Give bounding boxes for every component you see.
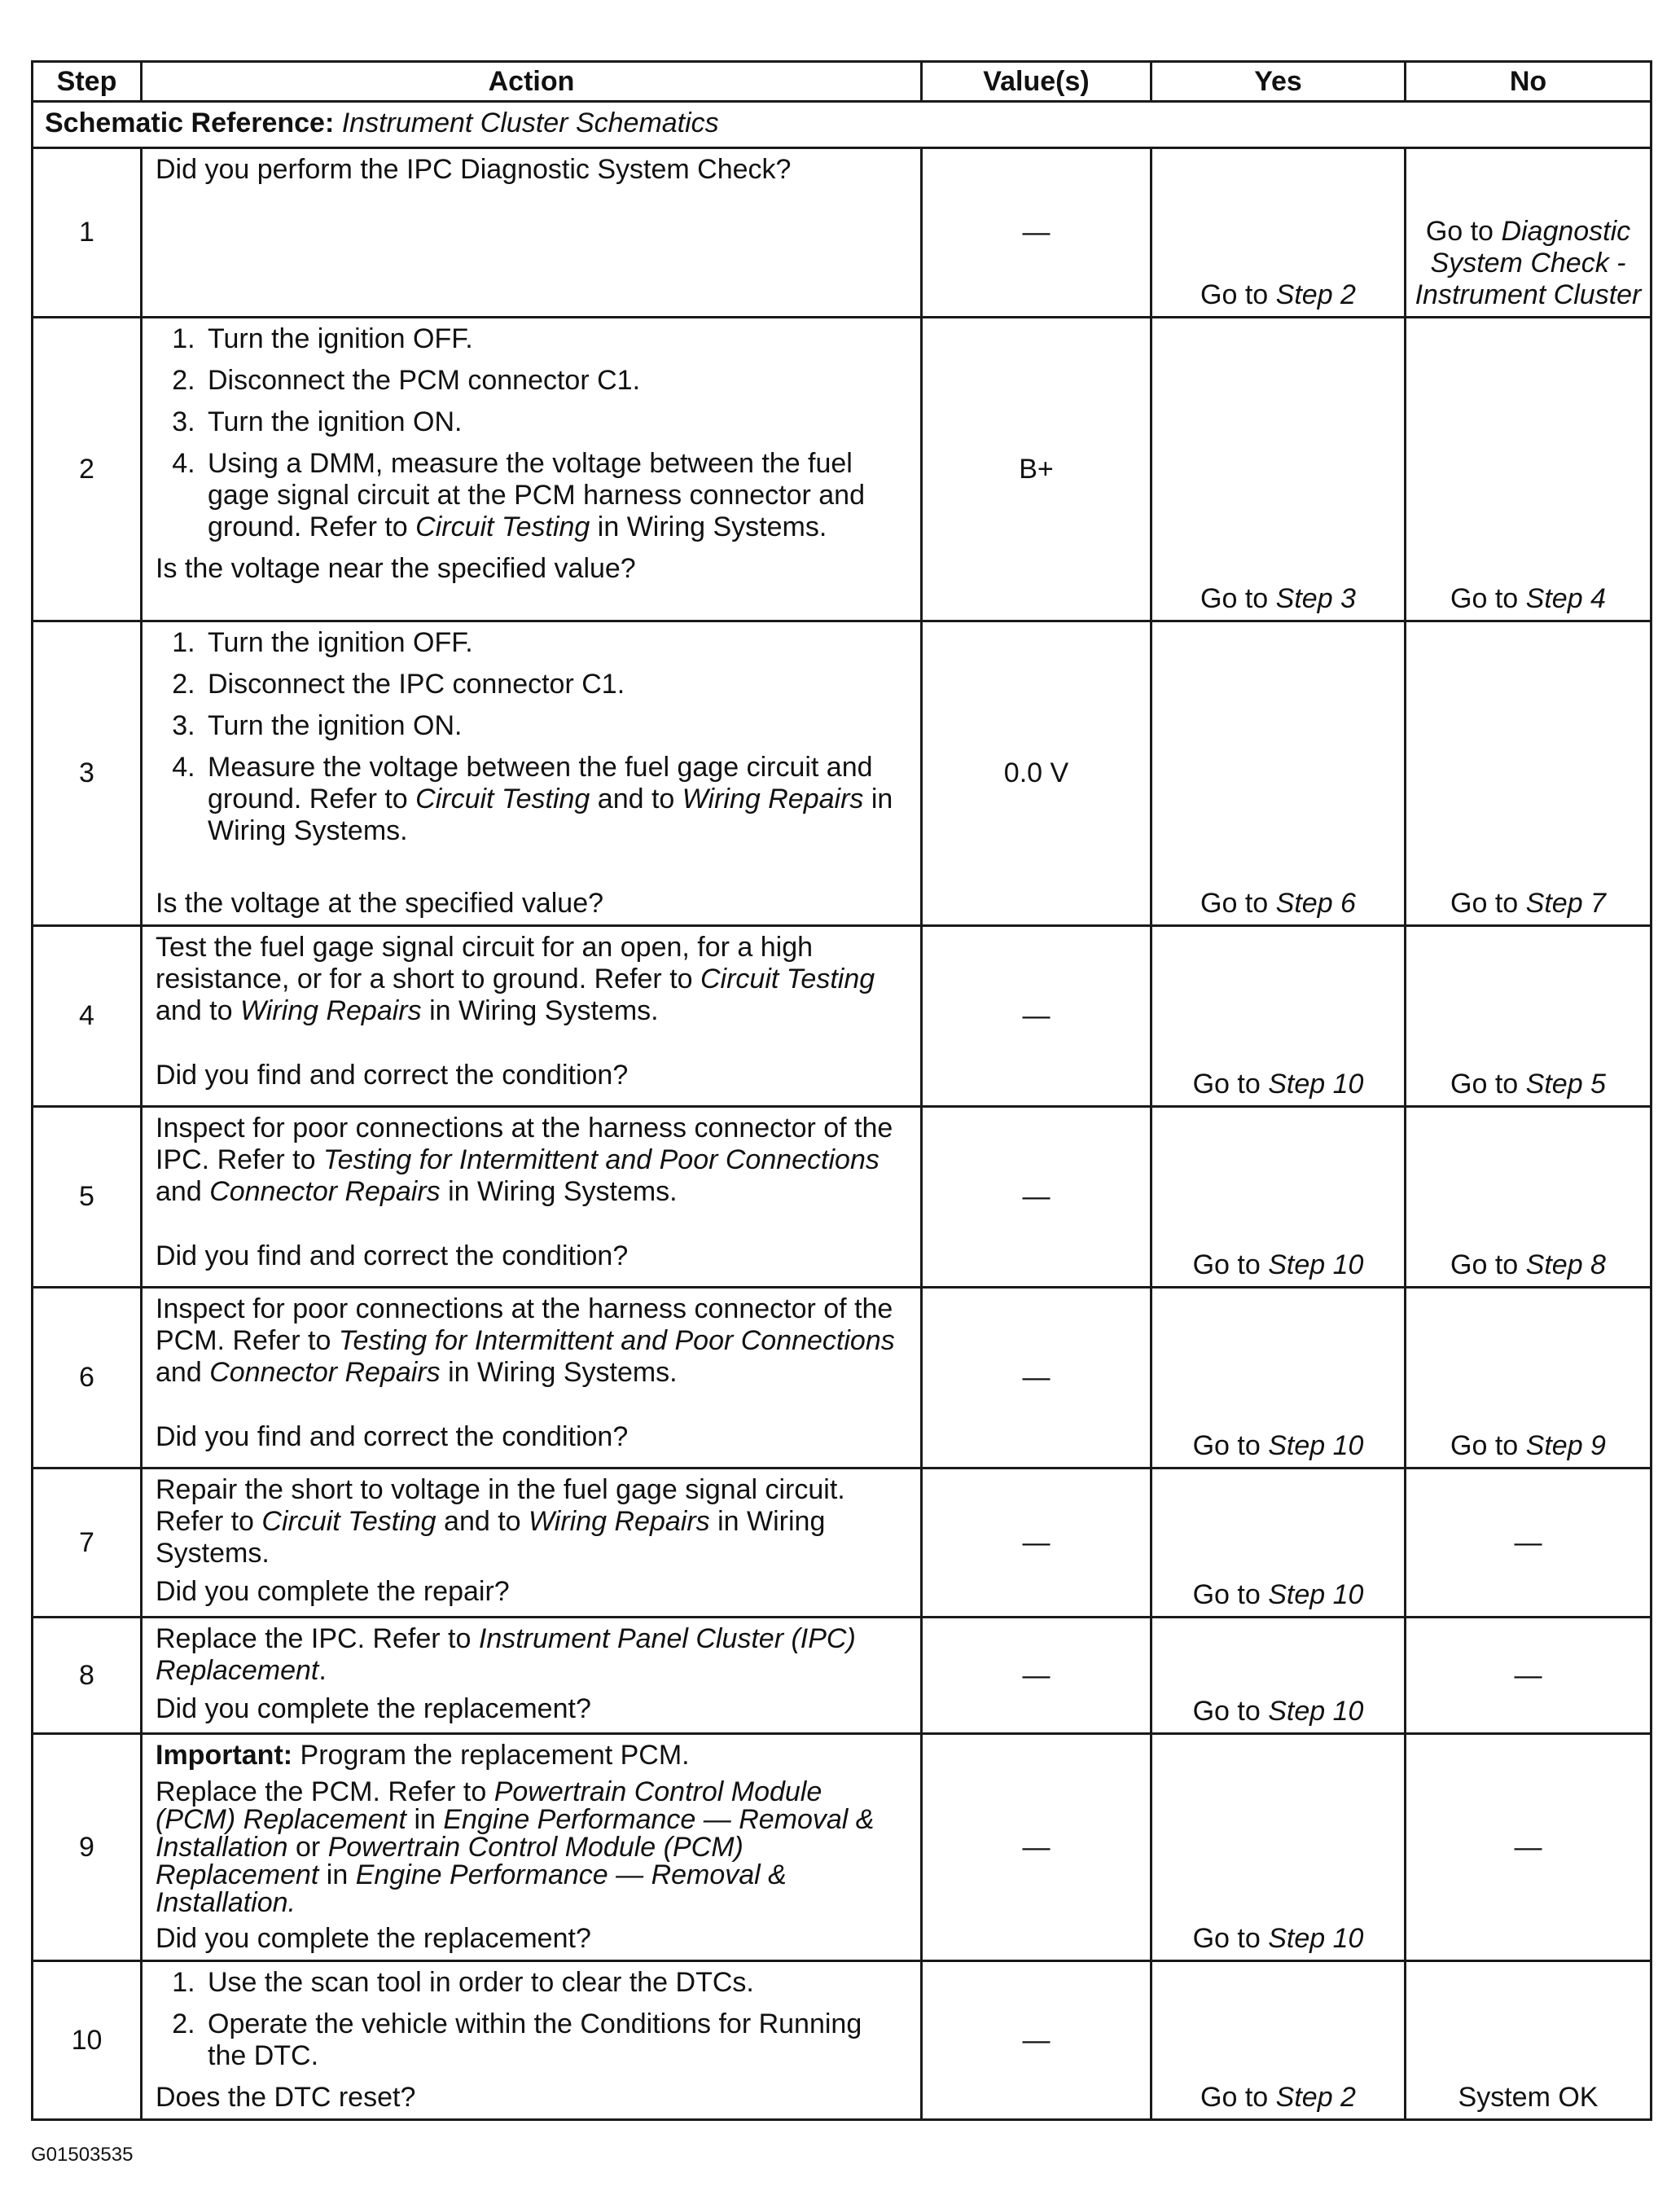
yes-cell[interactable]: Go to Step 3 <box>1151 318 1406 621</box>
value-cell: — <box>922 148 1151 318</box>
wiring-repairs-link[interactable]: Wiring Repairs <box>529 1506 710 1537</box>
action-step: 2. Disconnect the IPC connector C1. <box>203 669 906 700</box>
action-question: Did you complete the replacement? <box>156 1923 591 1954</box>
wiring-repairs-link[interactable]: Wiring Repairs <box>682 784 864 814</box>
no-cell: System OK <box>1406 1961 1651 2120</box>
no-step-link[interactable]: Diagnostic System Check - Instrument Cluster <box>1415 216 1642 310</box>
step-number: 10 <box>33 1961 142 2120</box>
circuit-testing-link[interactable]: Circuit Testing <box>415 784 590 814</box>
table-row <box>33 926 1651 1107</box>
header-action: Action <box>142 62 922 102</box>
no-step-link[interactable]: Step 5 <box>1525 1069 1606 1100</box>
connector-repairs-link[interactable]: Connector Repairs <box>209 1357 441 1388</box>
yes-cell[interactable]: Go to Step 2 <box>1151 1961 1406 2120</box>
yes-step-link[interactable]: Step 10 <box>1268 1696 1364 1727</box>
value-cell: — <box>922 1107 1151 1288</box>
action-cell <box>142 1468 922 1618</box>
engine-performance-section[interactable]: Engine Performance — Removal & Installation. <box>156 1859 787 1918</box>
schematic-reference-row <box>33 102 1651 148</box>
action-question: Did you complete the repair? <box>156 1576 510 1607</box>
value-cell: B+ <box>922 318 1151 621</box>
no-cell: — <box>1406 1618 1651 1734</box>
no-step-link[interactable]: Step 7 <box>1525 888 1606 919</box>
value-cell: — <box>922 1468 1151 1618</box>
connector-repairs-link[interactable]: Connector Repairs <box>209 1176 441 1207</box>
yes-step-link[interactable]: Step 6 <box>1275 888 1356 919</box>
intermittent-connections-link[interactable]: Testing for Intermittent and Poor Connections <box>322 1144 879 1175</box>
action-step: 1. Turn the ignition OFF. <box>203 627 906 659</box>
table-row <box>33 621 1651 926</box>
table-row <box>33 1288 1651 1468</box>
action-text: Inspect for poor connections at the harness connector of the IPC. Refer to Testing for Intermittent and Poor Connections and Connector Repairs in Wiring Systems. <box>156 1113 893 1207</box>
yes-cell[interactable]: Go to Step 10 <box>1151 1618 1406 1734</box>
step-number: 4 <box>33 926 142 1107</box>
step-number: 8 <box>33 1618 142 1734</box>
yes-cell[interactable]: Go to Step 10 <box>1151 1468 1406 1618</box>
action-question: Is the voltage near the specified value? <box>156 553 636 584</box>
value-cell: — <box>922 1961 1151 2120</box>
yes-cell[interactable]: Go to Step 10 <box>1151 1288 1406 1468</box>
no-cell[interactable]: Go to Step 8 <box>1406 1107 1651 1288</box>
action-question: Did you perform the IPC Diagnostic System Check? <box>156 154 792 185</box>
no-cell: — <box>1406 1468 1651 1618</box>
step-number: 5 <box>33 1107 142 1288</box>
schematic-reference <box>33 102 1651 148</box>
header-step: Step <box>33 62 142 102</box>
action-text: Replace the PCM. Refer to Powertrain Control Module (PCM) Replacement in Engine Performance — Removal & Installation or Powertrain Control Module (PCM) Replacement in Engine Performance — Removal & Installation. <box>156 1776 875 1918</box>
intermittent-connections-link[interactable]: Testing for Intermittent and Poor Connections <box>338 1325 895 1356</box>
action-text: Inspect for poor connections at the harness connector of the PCM. Refer to Testing for Intermittent and Poor Connections and Connector Repairs in Wiring Systems. <box>156 1293 895 1388</box>
value-cell: 0.0 V <box>922 621 1151 926</box>
action-steps <box>156 627 906 847</box>
action-step: 3. Turn the ignition ON. <box>203 406 906 438</box>
step-number: 1 <box>33 148 142 318</box>
step-number: 9 <box>33 1734 142 1961</box>
no-cell[interactable]: Go to Step 7 <box>1406 621 1651 926</box>
header-row <box>33 62 1651 102</box>
schematic-link[interactable]: Instrument Cluster Schematics <box>341 108 719 138</box>
header-values: Value(s) <box>922 62 1151 102</box>
action-cell <box>142 148 922 318</box>
yes-cell[interactable]: Go to Step 6 <box>1151 621 1406 926</box>
no-step-link[interactable]: Step 4 <box>1525 583 1606 614</box>
step-number: 7 <box>33 1468 142 1618</box>
action-cell <box>142 1961 922 2120</box>
action-cell <box>142 1107 922 1288</box>
schematic-label: Schematic Reference: <box>45 108 335 138</box>
circuit-testing-link[interactable]: Circuit Testing <box>700 964 875 994</box>
action-text: Test the fuel gage signal circuit for an open, for a high resistance, or for a short to ground. Refer to Circuit Testing and to Wiring Repairs in Wiring Systems. <box>156 932 875 1026</box>
action-question: Did you complete the replacement? <box>156 1693 591 1724</box>
action-step: 1. Use the scan tool in order to clear the DTCs. <box>203 1967 906 1999</box>
action-cell <box>142 1618 922 1734</box>
yes-cell[interactable]: Go to Step 10 <box>1151 1734 1406 1961</box>
yes-step-link[interactable]: Step 10 <box>1268 1579 1364 1610</box>
yes-cell[interactable] <box>1151 148 1406 318</box>
yes-step-link[interactable]: Step 10 <box>1268 1249 1364 1280</box>
ipc-replacement-link[interactable]: Instrument Panel Cluster (IPC) Replacement <box>156 1623 856 1686</box>
action-cell <box>142 926 922 1107</box>
figure-id: G01503535 <box>31 2144 134 2166</box>
yes-step-link[interactable]: Step 3 <box>1275 583 1356 614</box>
action-cell <box>142 1734 922 1961</box>
action-question: Did you find and correct the condition? <box>156 1421 629 1452</box>
diagnostic-table <box>31 60 1652 2121</box>
yes-step-link[interactable]: Step 10 <box>1268 1069 1364 1100</box>
value-cell: — <box>922 1618 1151 1734</box>
step-number: 3 <box>33 621 142 926</box>
step-number: 6 <box>33 1288 142 1468</box>
value-cell: — <box>922 926 1151 1107</box>
yes-step-link[interactable]: Step 10 <box>1268 1430 1364 1461</box>
yes-cell[interactable]: Go to Step 10 <box>1151 926 1406 1107</box>
go-to-label: Go to <box>1425 216 1494 247</box>
circuit-testing-link[interactable]: Circuit Testing <box>261 1506 436 1537</box>
no-cell[interactable]: Go to Step 5 <box>1406 926 1651 1107</box>
action-step: 3. Turn the ignition ON. <box>203 710 906 742</box>
action-question: Did you find and correct the condition? <box>156 1240 629 1271</box>
action-question: Did you find and correct the condition? <box>156 1060 629 1091</box>
action-step: 2. Operate the vehicle within the Conditions for Running the DTC. <box>203 2008 906 2072</box>
action-cell <box>142 1288 922 1468</box>
action-question: Is the voltage at the specified value? <box>156 888 604 919</box>
pcm-replacement-link[interactable]: Powertrain Control Module (PCM) Replacement <box>156 1832 743 1890</box>
table-row <box>33 148 1651 318</box>
yes-step-link[interactable]: Step 10 <box>1268 1923 1364 1954</box>
step-number: 2 <box>33 318 142 621</box>
engine-performance-section[interactable]: Engine Performance — Removal & Installation <box>156 1804 875 1863</box>
action-step: 1. Turn the ignition OFF. <box>203 323 906 355</box>
important-note: Important: Program the replacement PCM. <box>156 1740 690 1771</box>
action-text: Repair the short to voltage in the fuel gage signal circuit. Refer to Circuit Testing and to Wiring Repairs in Wiring Systems. <box>156 1474 845 1569</box>
action-question: Does the DTC reset? <box>156 2082 416 2113</box>
no-cell: — <box>1406 1734 1651 1961</box>
action-step: 4. Using a DMM, measure the voltage between the fuel gage signal circuit at the PCM harness connector and ground. Refer to Circuit Testing in Wiring Systems. <box>203 448 906 543</box>
action-steps <box>156 1967 906 2072</box>
header-no: No <box>1406 62 1651 102</box>
action-step: 2. Disconnect the PCM connector C1. <box>203 365 906 397</box>
no-step-link[interactable]: Step 9 <box>1525 1430 1606 1461</box>
no-cell[interactable]: Go to Step 4 <box>1406 318 1651 621</box>
table-row <box>33 1468 1651 1618</box>
action-step: 4. Measure the voltage between the fuel gage circuit and ground. Refer to Circuit Testing and to Wiring Repairs in Wiring Systems. <box>203 752 906 847</box>
value-cell: — <box>922 1734 1151 1961</box>
table-row <box>33 1618 1651 1734</box>
action-steps <box>156 323 906 543</box>
action-cell <box>142 318 922 621</box>
wiring-repairs-link[interactable]: Wiring Repairs <box>239 995 422 1026</box>
table-row <box>33 1734 1651 1961</box>
table-row <box>33 1107 1651 1288</box>
table-row <box>33 1961 1651 2120</box>
no-step-link[interactable]: Step 8 <box>1525 1249 1606 1280</box>
action-cell <box>142 621 922 926</box>
yes-step-link[interactable]: Step 2 <box>1275 279 1356 310</box>
value-cell: — <box>922 1288 1151 1468</box>
go-to-label: Go to <box>1200 279 1269 310</box>
circuit-testing-link[interactable]: Circuit Testing <box>415 511 590 542</box>
yes-step-link[interactable]: Step 2 <box>1275 2082 1356 2113</box>
no-cell[interactable] <box>1406 148 1651 318</box>
table-row <box>33 318 1651 621</box>
yes-cell[interactable]: Go to Step 10 <box>1151 1107 1406 1288</box>
action-text: Replace the IPC. Refer to Instrument Panel Cluster (IPC) Replacement. <box>156 1623 856 1686</box>
header-yes: Yes <box>1151 62 1406 102</box>
pcm-replacement-link[interactable]: Powertrain Control Module (PCM) Replacement <box>156 1776 822 1835</box>
no-cell[interactable]: Go to Step 9 <box>1406 1288 1651 1468</box>
